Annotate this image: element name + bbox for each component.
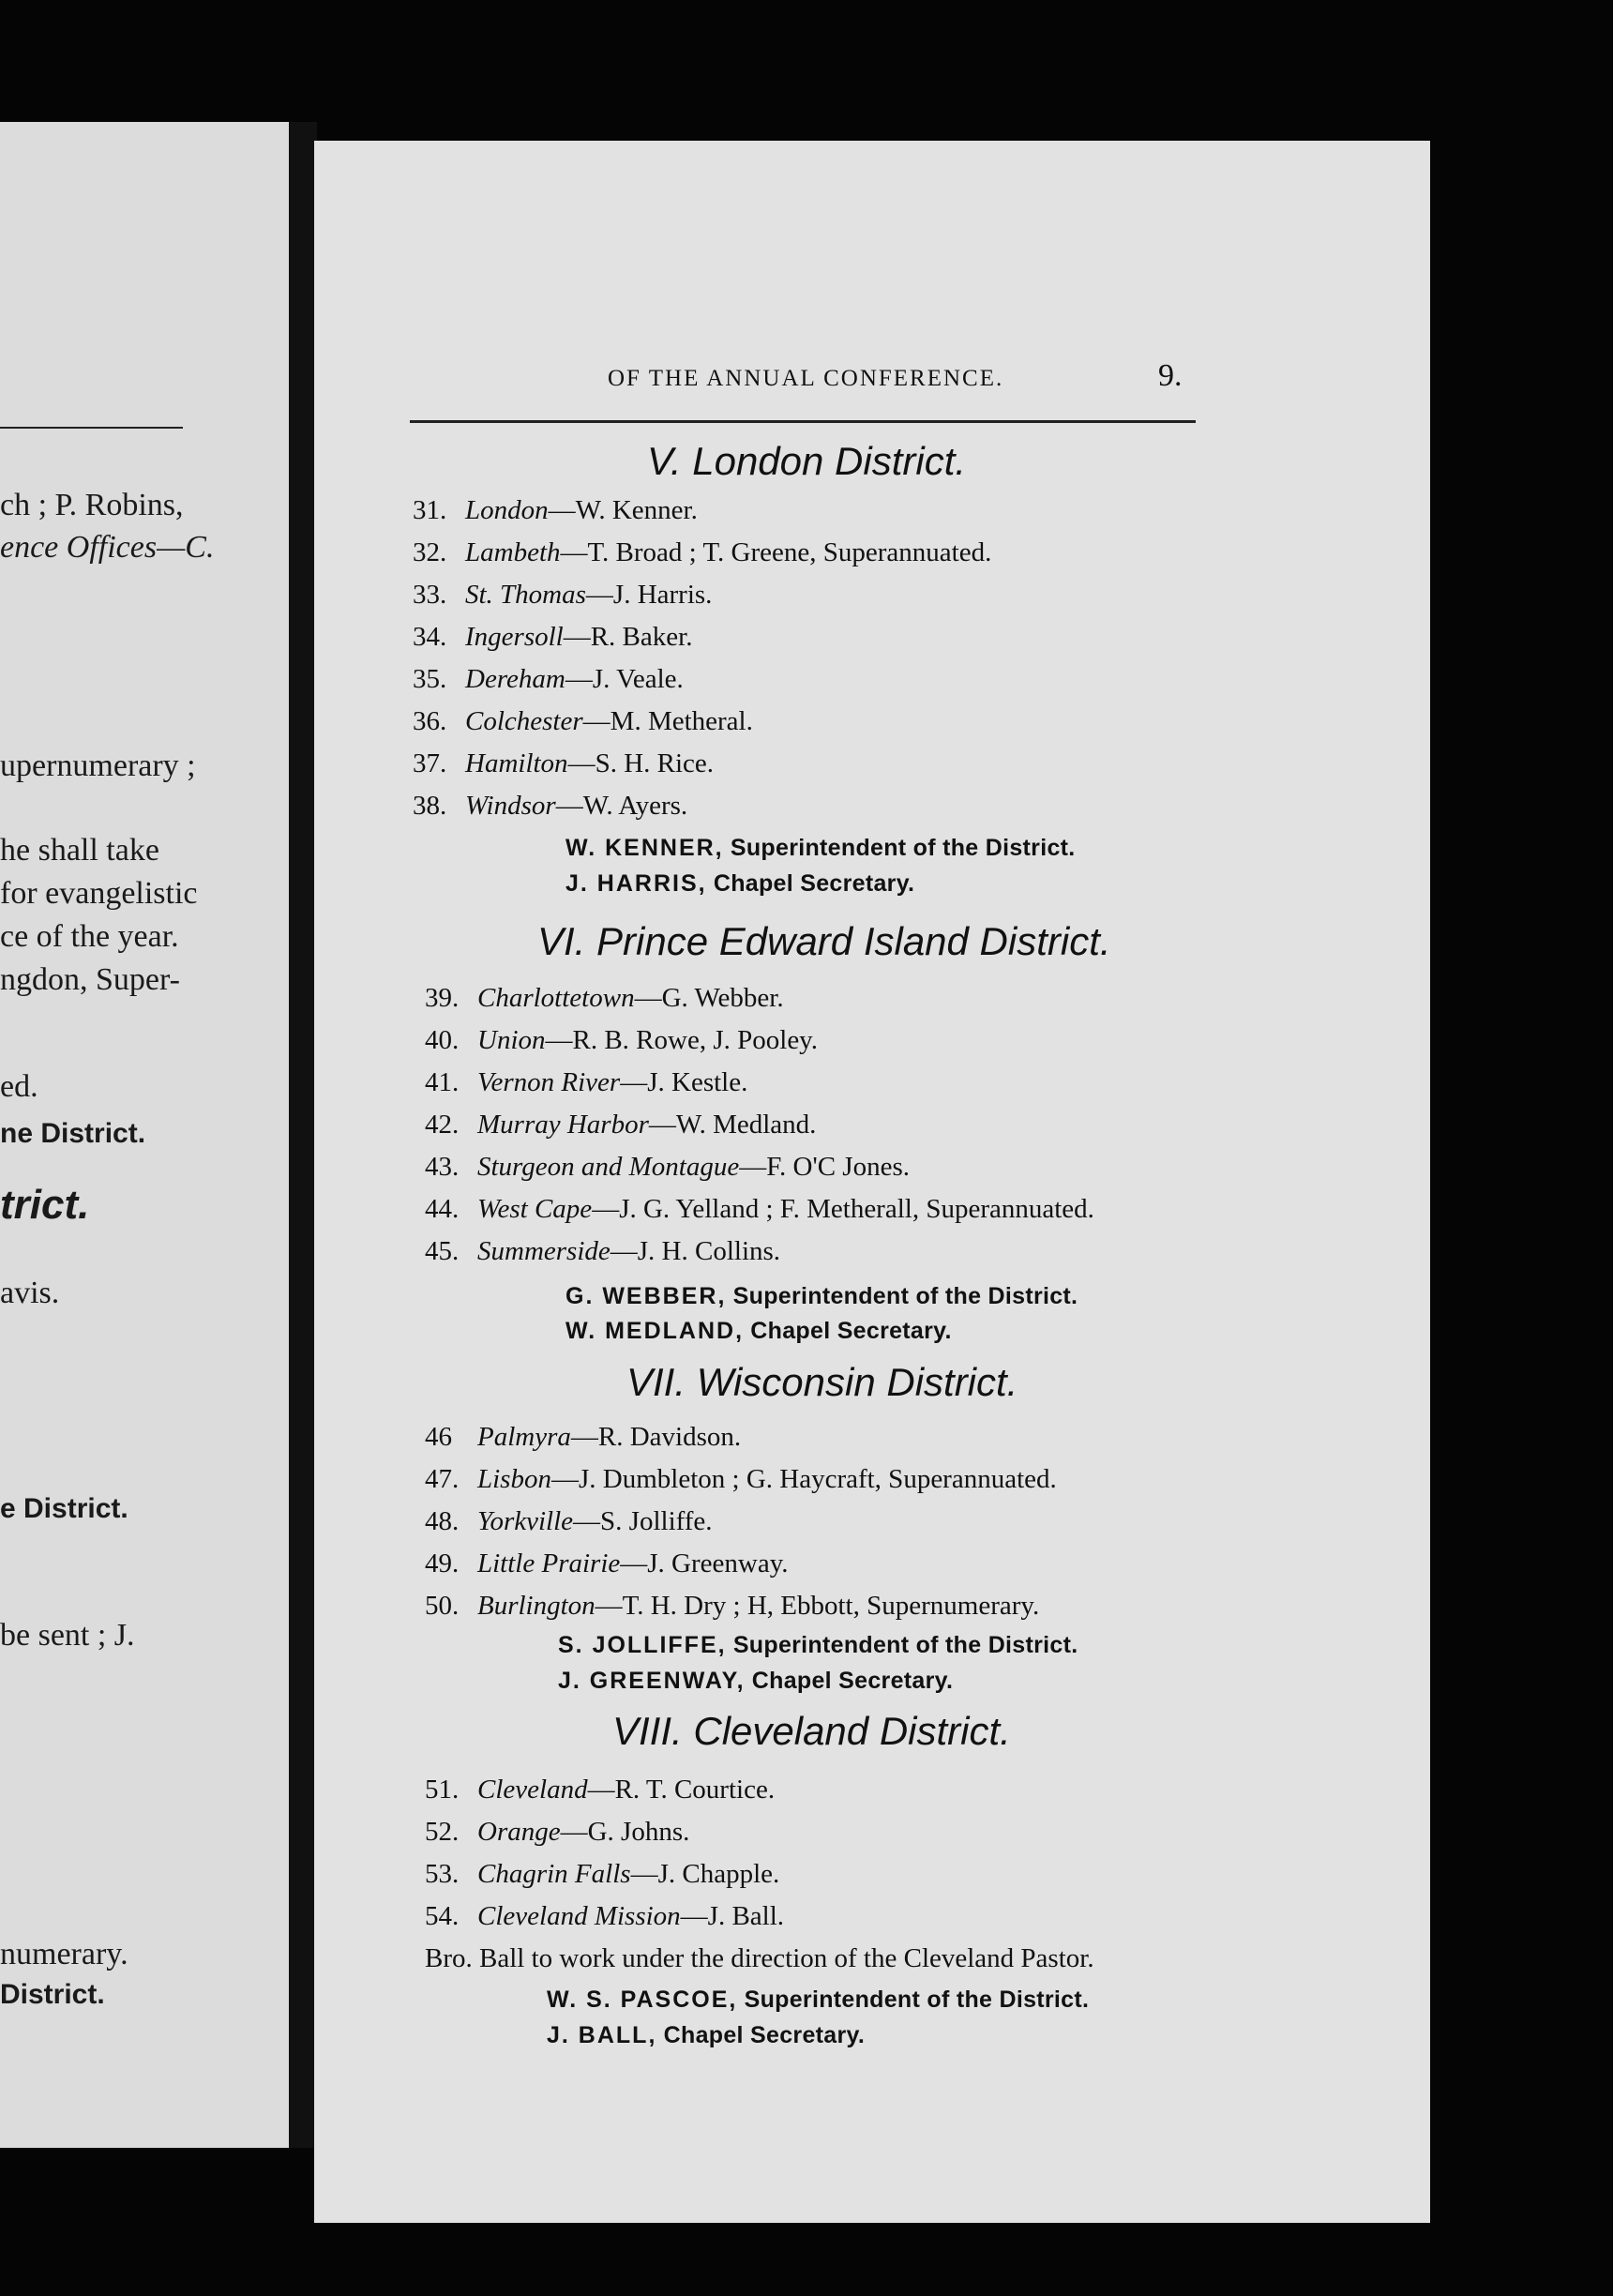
officer-role: Chapel Secretary.	[713, 870, 915, 897]
previous-page-line: ce of the year.	[0, 919, 179, 954]
officer-name: G. WEBBER,	[565, 1283, 727, 1309]
circuit-ministers: —S. H. Rice.	[567, 748, 715, 778]
district-title: VI. Prince Edward Island District.	[537, 919, 1111, 963]
previous-page-line: ne District.	[0, 1118, 146, 1149]
previous-page	[0, 122, 298, 2148]
circuit-ministers: —T. H. Dry ; H, Ebbott, Supernumerary.	[595, 1591, 1040, 1621]
circuit-ministers: —J. H. Collins.	[610, 1236, 781, 1266]
previous-page-rule	[0, 427, 183, 429]
circuit-place: Cleveland Mission	[477, 1901, 681, 1931]
circuit-entry	[425, 1464, 1057, 1495]
circuit-entry	[425, 1775, 775, 1805]
officer-name: J. HARRIS,	[565, 870, 707, 897]
circuit-ministers: —S. Jolliffe.	[573, 1506, 713, 1536]
circuit-ministers: —G. Johns.	[560, 1817, 690, 1847]
circuit-number: 49.	[425, 1548, 460, 1578]
circuit-number: 38.	[413, 791, 447, 821]
circuit-number: 40.	[425, 1025, 460, 1055]
circuit-ministers: —J. Harris.	[585, 580, 713, 610]
circuit-number: 39.	[425, 983, 460, 1013]
circuit-entry	[425, 1194, 1094, 1225]
officer-role: Chapel Secretary.	[663, 2022, 866, 2048]
circuit-place: Little Prairie	[477, 1548, 621, 1578]
previous-page-line: ch ; P. Robins,	[0, 488, 184, 522]
circuit-place: Chagrin Falls	[477, 1859, 631, 1889]
chapel-secretary	[565, 870, 914, 898]
previous-page-line: for evangelistic	[0, 876, 198, 911]
circuit-number: 34.	[413, 622, 447, 652]
circuit-ministers: —J. Veale.	[565, 664, 684, 694]
previous-page-line: District.	[0, 1979, 105, 2010]
circuit-entry	[425, 1152, 910, 1183]
previous-page-line: he shall take	[0, 833, 159, 868]
circuit-number: 52.	[425, 1817, 460, 1847]
officer-role: Chapel Secretary.	[751, 1668, 954, 1694]
circuit-entry	[425, 1548, 789, 1579]
district-title: V. London District.	[647, 439, 967, 483]
district-title: VII. Wisconsin District.	[626, 1360, 1018, 1404]
district-superintendent	[558, 1632, 1078, 1659]
circuit-place: Lisbon	[477, 1464, 551, 1494]
district-note: Bro. Ball to work under the direction of the Cleveland Pastor.	[425, 1943, 1094, 1973]
circuit-number: 35.	[413, 664, 447, 694]
circuit-number: 48.	[425, 1506, 460, 1536]
circuit-place: Lambeth	[465, 537, 561, 567]
running-head: OF THE ANNUAL CONFERENCE.	[608, 366, 1004, 391]
circuit-ministers: —J. Ball.	[680, 1901, 785, 1931]
circuit-number: 41.	[425, 1067, 460, 1097]
circuit-place: Palmyra	[477, 1422, 571, 1452]
circuit-ministers: —J. Dumbleton ; G. Haycraft, Superannuated.	[550, 1464, 1057, 1494]
circuit-number: 32.	[413, 537, 447, 567]
circuit-number: 47.	[425, 1464, 460, 1494]
circuit-place: Orange	[477, 1817, 561, 1847]
officer-role: Superintendent of the District.	[732, 1283, 1078, 1309]
circuit-entry	[425, 1506, 713, 1537]
circuit-place: Charlottetown	[477, 983, 635, 1013]
district-title: VIII. Cleveland District.	[612, 1709, 1011, 1753]
circuit-entry	[413, 622, 692, 653]
circuit-number: 36.	[413, 706, 447, 736]
previous-page-line: upernumerary ;	[0, 748, 196, 783]
header-rule	[410, 420, 1196, 423]
circuit-place: Murray Harbor	[477, 1110, 649, 1140]
officer-name: W. MEDLAND,	[565, 1318, 745, 1344]
officer-role: Chapel Secretary.	[750, 1318, 952, 1344]
circuit-entry	[413, 706, 753, 737]
circuit-entry	[425, 1817, 689, 1848]
circuit-place: London	[465, 495, 549, 525]
circuit-entry	[413, 791, 687, 822]
circuit-place: Colchester	[465, 706, 583, 736]
district-superintendent	[565, 1283, 1078, 1310]
page-number: 9.	[1158, 358, 1183, 393]
circuit-entry	[413, 748, 714, 779]
circuit-entry	[413, 664, 684, 695]
circuit-ministers: —F. O'C Jones.	[739, 1152, 910, 1182]
circuit-number: 42.	[425, 1110, 460, 1140]
circuit-ministers: —W. Medland.	[648, 1110, 817, 1140]
circuit-ministers: —R. T. Courtice.	[587, 1775, 776, 1805]
circuit-ministers: —W. Kenner.	[548, 495, 698, 525]
officer-role: Superintendent of the District.	[730, 835, 1076, 861]
officer-role: Superintendent of the District.	[732, 1632, 1078, 1658]
officer-name: J. GREENWAY,	[558, 1668, 746, 1694]
chapel-secretary	[558, 1668, 953, 1695]
circuit-ministers: —J. G. Yelland ; F. Metherall, Superannuated.	[592, 1194, 1094, 1224]
circuit-place: St. Thomas	[465, 580, 586, 610]
circuit-number: 33.	[413, 580, 447, 610]
previous-page-line: ngdon, Super-	[0, 962, 180, 997]
circuit-number: 46	[425, 1422, 452, 1452]
circuit-entry	[425, 1236, 780, 1267]
circuit-place: Hamilton	[465, 748, 568, 778]
circuit-number: 44.	[425, 1194, 460, 1224]
circuit-place: Union	[477, 1025, 546, 1055]
circuit-entry	[425, 1901, 784, 1932]
district-superintendent	[565, 835, 1076, 862]
circuit-ministers: —W. Ayers.	[555, 791, 688, 821]
circuit-ministers: —T. Broad ; T. Greene, Superannuated.	[560, 537, 992, 567]
circuit-number: 43.	[425, 1152, 460, 1182]
circuit-entry	[425, 1025, 818, 1056]
circuit-place: Dereham	[465, 664, 565, 694]
circuit-place: Yorkville	[477, 1506, 574, 1536]
circuit-place: Sturgeon and Montague	[477, 1152, 740, 1182]
officer-name: W. KENNER,	[565, 835, 724, 861]
circuit-entry	[425, 1591, 1039, 1622]
chapel-secretary	[547, 2022, 865, 2049]
circuit-ministers: —J. Kestle.	[620, 1067, 748, 1097]
circuit-entry	[425, 1422, 741, 1453]
circuit-entry	[425, 983, 784, 1014]
circuit-ministers: —G. Webber.	[634, 983, 784, 1013]
circuit-number: 51.	[425, 1775, 460, 1805]
officer-name: J. BALL,	[547, 2022, 657, 2048]
circuit-number: 45.	[425, 1236, 460, 1266]
officer-name: W. S. PASCOE,	[547, 1986, 738, 2013]
circuit-place: Windsor	[465, 791, 556, 821]
previous-page-line: numerary.	[0, 1937, 128, 1971]
circuit-ministers: —R. Baker.	[563, 622, 693, 652]
circuit-ministers: —J. Greenway.	[620, 1548, 789, 1578]
previous-page-line: e District.	[0, 1493, 128, 1524]
previous-page-line: be sent ; J.	[0, 1618, 135, 1653]
circuit-ministers: —R. B. Rowe, J. Pooley.	[545, 1025, 819, 1055]
page-9	[314, 141, 1430, 2223]
circuit-place: Vernon River	[477, 1067, 621, 1097]
circuit-entry	[425, 1859, 779, 1890]
chapel-secretary	[565, 1318, 952, 1345]
circuit-place: Cleveland	[477, 1775, 588, 1805]
district-superintendent	[547, 1986, 1089, 2014]
circuit-ministers: —J. Chapple.	[630, 1859, 780, 1889]
previous-page-line: trict.	[0, 1182, 90, 1228]
previous-page-line: avis.	[0, 1276, 60, 1310]
officer-role: Superintendent of the District.	[744, 1986, 1090, 2013]
circuit-number: 53.	[425, 1859, 460, 1889]
circuit-number: 50.	[425, 1591, 460, 1621]
previous-page-line: ed.	[0, 1069, 38, 1104]
circuit-place: West Cape	[477, 1194, 593, 1224]
circuit-place: Ingersoll	[465, 622, 564, 652]
circuit-number: 31.	[413, 495, 447, 525]
circuit-number: 37.	[413, 748, 447, 778]
circuit-number: 54.	[425, 1901, 460, 1931]
circuit-place: Burlington	[477, 1591, 595, 1621]
circuit-entry	[425, 1067, 747, 1098]
previous-page-line: ence Offices—C.	[0, 530, 215, 565]
circuit-place: Summerside	[477, 1236, 611, 1266]
circuit-ministers: —M. Metheral.	[582, 706, 753, 736]
circuit-entry	[413, 580, 712, 611]
circuit-entry	[425, 1110, 816, 1140]
officer-name: S. JOLLIFFE,	[558, 1632, 727, 1658]
circuit-entry	[413, 495, 698, 526]
book-gutter	[289, 122, 317, 2148]
circuit-ministers: —R. Davidson.	[570, 1422, 742, 1452]
circuit-entry	[413, 537, 991, 568]
